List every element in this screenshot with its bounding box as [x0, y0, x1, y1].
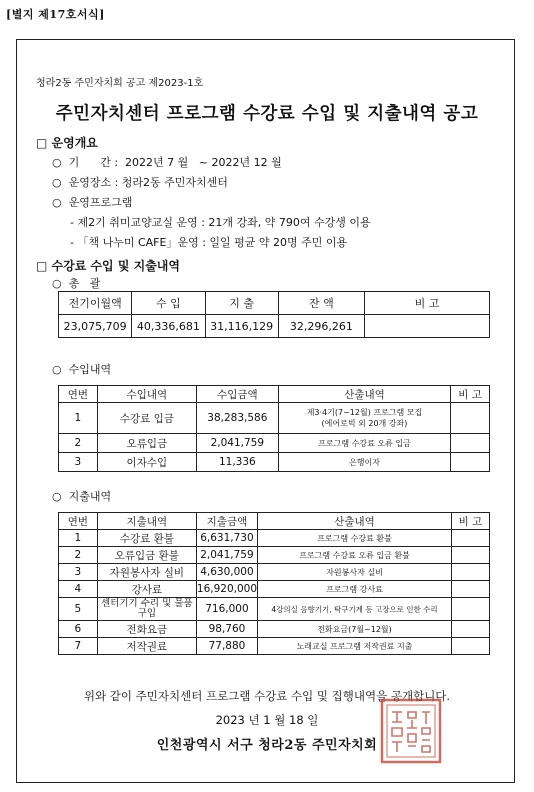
expense-calc: 프로그램 강사료: [258, 581, 452, 598]
expense-header: 비 고: [451, 513, 489, 530]
expense-no: 1: [59, 530, 98, 547]
expense-amount: 2,041,759: [196, 547, 257, 564]
expense-no: 5: [59, 598, 98, 621]
summary-cell-income: 40,336,681: [132, 315, 205, 338]
expense-label: ○ 지출내역: [52, 490, 112, 503]
income-calc-line-1: 제3·4기(7~12월) 프로그램 모집: [306, 408, 423, 417]
income-no: 2: [59, 434, 98, 453]
expense-note: [451, 621, 489, 638]
summary-header-row: [59, 292, 490, 315]
page-title: 주민자치센터 프로그램 수강료 수입 및 지출내역 공고: [55, 104, 479, 124]
expense-amount: 6,631,730: [196, 530, 257, 547]
expense-no: 2: [59, 547, 98, 564]
expense-no: 6: [59, 621, 98, 638]
income-note: [451, 403, 490, 434]
expense-item: 전화요금: [97, 621, 196, 638]
overview-period: ○ 기 간 : 2022년 7 월 ~ 2022년 12 월: [52, 156, 282, 169]
expense-no: 4: [59, 581, 98, 598]
expense-note: [451, 564, 489, 581]
income-calc: 은행이자: [278, 453, 450, 472]
income-no: 1: [59, 403, 98, 434]
summary-header: 전기이월액: [59, 292, 132, 315]
expense-calc: 노래교실 프로그램 저작권료 지출: [258, 638, 452, 655]
expense-item: 센터기기 수리 및 물품구입: [97, 598, 196, 621]
expense-note: [451, 598, 489, 621]
summary-table: [58, 291, 490, 338]
income-amount: 38,283,586: [196, 403, 278, 434]
income-calc: 프로그램 수강료 오류 입금: [278, 434, 450, 453]
expense-item: 수강료 환불: [97, 530, 196, 547]
expense-note: [451, 581, 489, 598]
income-header: 수입금액: [196, 386, 278, 403]
notice-number: 청라2동 주민자치회 공고 제2023-1호: [36, 78, 204, 89]
expense-header: 연번: [59, 513, 98, 530]
overview-program: ○ 운영프로그램: [52, 196, 133, 209]
income-table: [58, 385, 490, 472]
expense-amount: 716,000: [196, 598, 257, 621]
expense-note: [451, 638, 489, 655]
organization-name: 인천광역시 서구 청라2동 주민자치회: [156, 738, 378, 753]
income-header: 수입내역: [97, 386, 196, 403]
expense-header: 지출금액: [196, 513, 257, 530]
expense-no: 3: [59, 564, 98, 581]
overview-item-2: - 「책 나누미 CAFE」운영 : 일일 평균 약 20명 주민 이용: [70, 236, 348, 249]
income-no: 3: [59, 453, 98, 472]
table-row: [59, 530, 490, 547]
table-row: [59, 564, 490, 581]
income-amount: 11,336: [196, 453, 278, 472]
summary-cell-expense: 31,116,129: [205, 315, 278, 338]
expense-calc: 자원봉사자 실비: [258, 564, 452, 581]
summary-cell-carryover: 23,075,709: [59, 315, 132, 338]
expense-table: [58, 512, 490, 655]
closing-statement: 위와 같이 주민자치센터 프로그램 수강료 수입 및 집행내역을 공개합니다.: [83, 689, 451, 703]
expense-item: 오류입금 환불: [97, 547, 196, 564]
summary-header: 잔 액: [278, 292, 364, 315]
income-calc-line-2: (에어로빅 외 20개 강좌): [321, 419, 408, 428]
expense-calc: 전화요금(7월~12월): [258, 621, 452, 638]
table-row: [59, 547, 490, 564]
notice-date: 2023 년 1 월 18 일: [215, 713, 319, 727]
expense-header: 산출내역: [258, 513, 452, 530]
overview-heading: □ 운영개요: [36, 136, 98, 150]
expense-note: [451, 547, 489, 564]
income-item: 오류입금: [97, 434, 196, 453]
expense-amount: 4,630,000: [196, 564, 257, 581]
table-row: [59, 403, 490, 434]
expense-calc: 프로그램 수강료 오류 입금 환불: [258, 547, 452, 564]
expense-item: 저작권료: [97, 638, 196, 655]
income-note: [451, 453, 490, 472]
income-header: 산출내역: [278, 386, 450, 403]
expense-note: [451, 530, 489, 547]
expense-header: 지출내역: [97, 513, 196, 530]
income-expense-heading: □ 수강료 수입 및 지출내역: [36, 259, 180, 273]
income-header-row: [59, 386, 490, 403]
expense-amount: 77,880: [196, 638, 257, 655]
expense-no: 7: [59, 638, 98, 655]
official-seal-stamp: [380, 698, 442, 764]
expense-calc: 프로그램 수강료 환불: [258, 530, 452, 547]
expense-amount: 98,760: [196, 621, 257, 638]
income-label: ○ 수입내역: [52, 363, 112, 376]
table-row: [59, 581, 490, 598]
overview-place: ○ 운영장소 : 청라2동 주민자치센터: [52, 176, 228, 189]
income-item: 수강료 입금: [97, 403, 196, 434]
summary-header: 수 입: [132, 292, 205, 315]
income-header: 연번: [59, 386, 98, 403]
expense-amount: 16,920,000: [196, 581, 257, 598]
summary-header: 지 출: [205, 292, 278, 315]
summary-label: ○ 총 괄: [52, 277, 101, 290]
expense-calc: 4강의실 음향기기, 탁구기계 등 고장으로 인한 수리: [258, 598, 452, 621]
table-row: [59, 453, 490, 472]
table-row: [59, 621, 490, 638]
income-header: 비 고: [451, 386, 490, 403]
summary-cell-balance: 32,296,261: [278, 315, 364, 338]
summary-header: 비 고: [364, 292, 489, 315]
expense-header-row: [59, 513, 490, 530]
income-item: 이자수입: [97, 453, 196, 472]
summary-cell-note: [364, 315, 489, 338]
income-calc: [278, 403, 450, 434]
income-note: [451, 434, 490, 453]
table-row: [59, 434, 490, 453]
summary-row: [59, 315, 490, 338]
overview-item-1: - 제2기 취미교양교실 운영 : 21개 강좌, 약 790여 수강생 이용: [70, 216, 371, 229]
form-label: [별지 제17호서식]: [6, 8, 105, 21]
table-row: [59, 638, 490, 655]
income-amount: 2,041,759: [196, 434, 278, 453]
expense-item: 자원봉사자 실비: [97, 564, 196, 581]
expense-item: 강사료: [97, 581, 196, 598]
table-row: [59, 598, 490, 621]
